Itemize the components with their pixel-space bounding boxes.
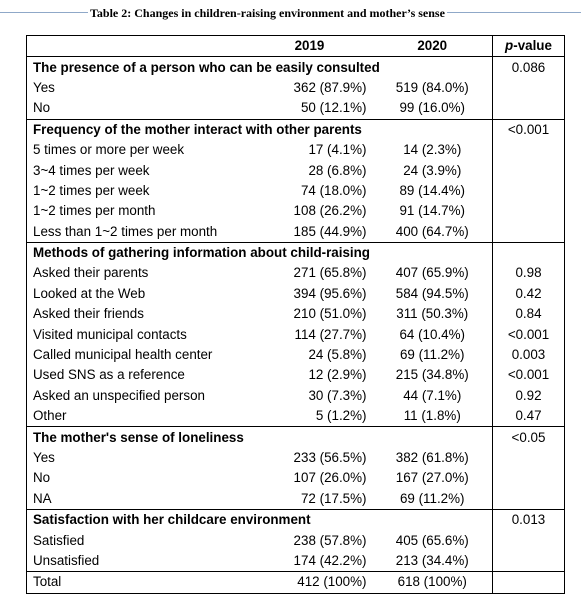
value-2019: 174 (42.2%): [293, 552, 367, 568]
section-title: Frequency of the mother interact with other parents: [27, 119, 493, 140]
row-label: Asked their friends: [33, 306, 144, 322]
table-row: [27, 345, 565, 365]
section-header-row: [27, 57, 565, 78]
section-title: The mother's sense of loneliness: [27, 427, 493, 448]
row-pvalue: <0.001: [493, 365, 565, 385]
section-pvalue: [493, 242, 565, 263]
row-label: Yes: [33, 450, 55, 465]
row-label: Unsatisfied: [33, 552, 100, 568]
value-2020: 382 (61.8%): [395, 450, 469, 465]
table-row: [27, 181, 565, 201]
row-pvalue: 0.47: [493, 406, 565, 427]
value-2019: 108 (26.2%): [293, 203, 367, 219]
table-caption: [0, 6, 581, 20]
table-row: [27, 468, 565, 488]
row-pvalue: <0.001: [493, 324, 565, 344]
value-2020: 519 (84.0%): [395, 79, 469, 95]
table-caption-text: Table 2: Changes in children-raising environment and mother’s sense: [90, 6, 445, 20]
value-2019: 28 (6.8%): [308, 162, 367, 178]
value-2019: 12 (2.9%): [308, 367, 367, 383]
table-row: [27, 263, 565, 283]
header-2019: 2019: [294, 38, 325, 54]
value-2019: 107 (26.0%): [293, 470, 367, 486]
value-2020: 89 (14.4%): [399, 182, 465, 198]
row-label: Less than 1~2 times per month: [33, 223, 218, 239]
header-pvalue: [493, 36, 565, 57]
row-pvalue: [493, 78, 565, 98]
total-pvalue: [493, 572, 565, 593]
value-2019: 17 (4.1%): [308, 142, 367, 158]
value-2020: 584 (94.5%): [395, 285, 469, 301]
row-pvalue: [493, 530, 565, 550]
value-2020: 91 (14.7%): [399, 203, 465, 219]
row-label: No: [33, 470, 51, 486]
row-label: 1~2 times per month: [33, 203, 156, 219]
table-row: [27, 448, 565, 468]
value-2020: 24 (3.9%): [403, 162, 462, 178]
header-label-cell: [27, 36, 247, 57]
row-pvalue: [493, 98, 565, 119]
table-row: [27, 98, 565, 119]
value-2019: 50 (12.1%): [300, 100, 367, 116]
table-row: [27, 304, 565, 324]
header-pvalue-prefix: p: [505, 38, 514, 54]
table-row: [27, 78, 565, 98]
table-row: [27, 160, 565, 180]
table-row: [27, 551, 565, 572]
row-label: Called municipal health center: [33, 347, 213, 363]
row-pvalue: [493, 489, 565, 510]
row-pvalue: 0.98: [493, 263, 565, 283]
value-2019: 185 (44.9%): [293, 223, 367, 239]
header-row: [27, 36, 565, 57]
header-2020: 2020: [417, 38, 448, 54]
section-header-row: [27, 242, 565, 263]
total-2020: 618 (100%): [373, 572, 493, 593]
row-label: Yes: [33, 79, 55, 95]
section-header-row: [27, 427, 565, 448]
total-row: [27, 572, 565, 593]
row-pvalue: 0.003: [493, 345, 565, 365]
section-header-row: [27, 119, 565, 140]
row-pvalue: [493, 160, 565, 180]
value-2019: 5 (1.2%): [315, 408, 367, 424]
value-2019: 72 (17.5%): [300, 490, 367, 506]
row-pvalue: 0.92: [493, 386, 565, 406]
row-pvalue: [493, 551, 565, 572]
value-2020: 400 (64.7%): [395, 223, 469, 239]
value-2019: 271 (65.8%): [293, 265, 367, 281]
row-pvalue: 0.42: [493, 284, 565, 304]
value-2020: 405 (65.6%): [395, 532, 469, 548]
value-2019: 74 (18.0%): [300, 182, 367, 198]
value-2020: 215 (34.8%): [395, 367, 469, 383]
row-label: No: [33, 100, 51, 116]
table-row: [27, 201, 565, 221]
value-2020: 311 (50.3%): [396, 306, 469, 322]
row-pvalue: [493, 222, 565, 243]
header-pvalue-suffix: -value: [513, 38, 552, 54]
table-row: [27, 530, 565, 550]
section-pvalue: <0.05: [493, 427, 565, 448]
row-label: Asked an unspecified person: [33, 387, 205, 403]
value-2020: 213 (34.4%): [395, 552, 469, 568]
row-label: Satisfied: [33, 532, 85, 548]
row-label: Asked their parents: [33, 265, 149, 281]
row-label: Visited municipal contacts: [33, 326, 187, 342]
value-2020: 407 (65.9%): [395, 265, 469, 281]
section-title: The presence of a person who can be easily consulted: [27, 57, 493, 78]
value-2019: 24 (5.8%): [308, 347, 367, 363]
row-pvalue: [493, 201, 565, 221]
row-label: 1~2 times per week: [33, 182, 150, 198]
section-pvalue: 0.086: [493, 57, 565, 78]
value-2019: 114 (27.7%): [294, 326, 367, 342]
row-label: 5 times or more per week: [33, 142, 185, 158]
table-row: [27, 406, 565, 427]
row-pvalue: 0.84: [493, 304, 565, 324]
table-row: [27, 489, 565, 510]
table-body: [27, 57, 565, 593]
value-2020: 64 (10.4%): [399, 326, 465, 342]
value-2019: 238 (57.8%): [293, 532, 367, 548]
section-header-row: [27, 509, 565, 530]
section-title: Methods of gathering information about child-raising: [27, 242, 493, 263]
value-2020: 69 (11.2%): [399, 347, 465, 363]
row-pvalue: [493, 140, 565, 160]
section-title: Satisfaction with her childcare environment: [27, 509, 493, 530]
value-2020: 167 (27.0%): [395, 470, 469, 486]
total-2019: 412 (100%): [247, 572, 373, 593]
value-2019: 30 (7.3%): [308, 387, 367, 403]
value-2020: 69 (11.2%): [399, 490, 465, 506]
row-label: Other: [33, 408, 67, 424]
row-pvalue: [493, 181, 565, 201]
value-2020: 11 (1.8%): [403, 408, 461, 424]
value-2020: 44 (7.1%): [403, 387, 462, 403]
section-pvalue: 0.013: [493, 509, 565, 530]
value-2020: 14 (2.3%): [403, 142, 462, 158]
table-row: [27, 365, 565, 385]
table-row: [27, 324, 565, 344]
value-2019: 362 (87.9%): [293, 79, 367, 95]
table-row: [27, 222, 565, 243]
row-label: Looked at the Web: [33, 285, 146, 301]
row-pvalue: [493, 448, 565, 468]
data-table: [26, 35, 565, 594]
row-label: Used SNS as a reference: [33, 367, 185, 383]
table-row: [27, 386, 565, 406]
row-label: NA: [33, 490, 52, 506]
total-label: Total: [27, 572, 247, 593]
table-row: [27, 140, 565, 160]
value-2019: 394 (95.6%): [293, 285, 367, 301]
value-2019: 210 (51.0%): [293, 306, 367, 322]
row-pvalue: [493, 468, 565, 488]
value-2020: 99 (16.0%): [399, 100, 465, 116]
row-label: 3~4 times per week: [33, 162, 150, 178]
value-2019: 233 (56.5%): [293, 450, 367, 465]
table-row: [27, 284, 565, 304]
section-pvalue: <0.001: [493, 119, 565, 140]
